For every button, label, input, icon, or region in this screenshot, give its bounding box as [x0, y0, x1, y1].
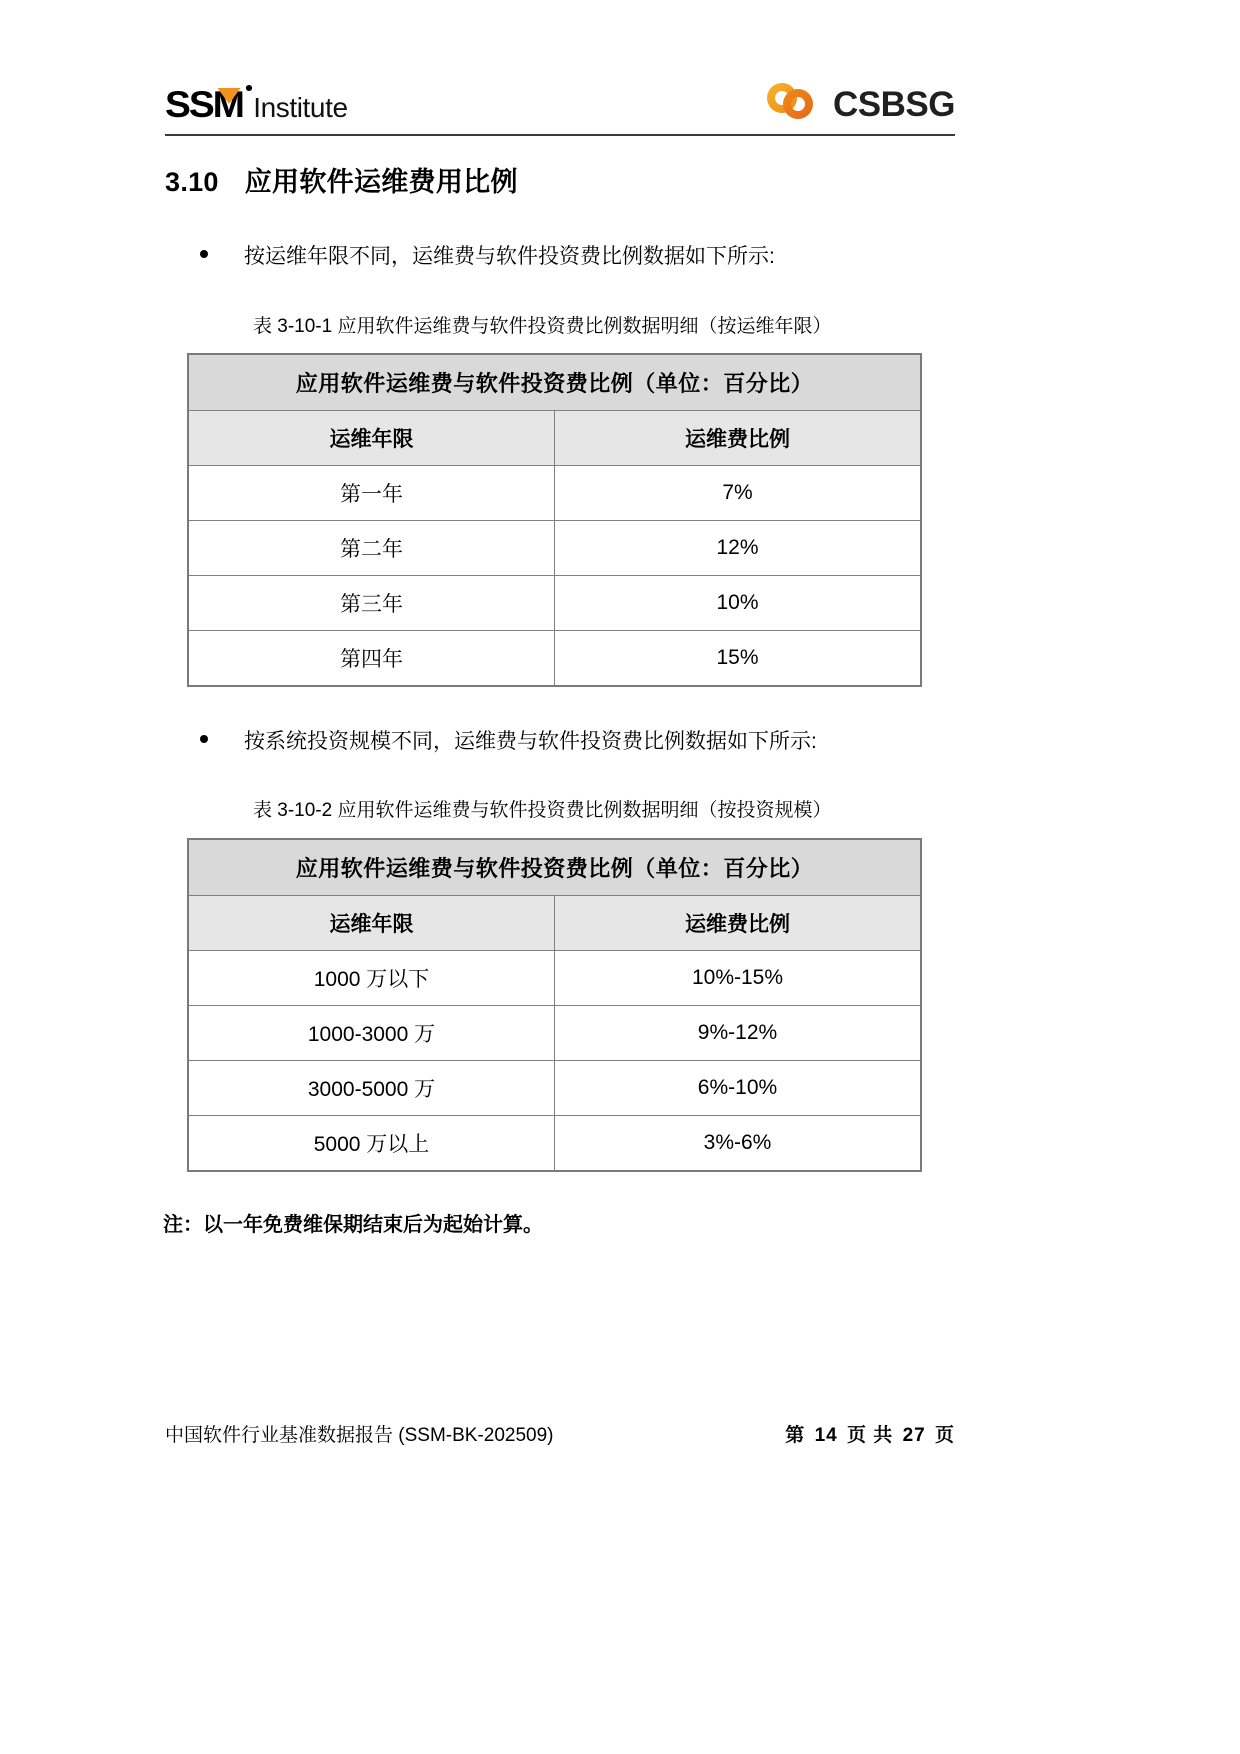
table-row [188, 1116, 921, 1172]
cell-ratio: 3%-6% [555, 1116, 922, 1172]
table-row [188, 1006, 921, 1061]
page-title [165, 160, 518, 199]
bullet-dot-icon [200, 250, 208, 258]
cell-ratio: 12% [555, 521, 922, 576]
column-header-term: 运维年限 [188, 411, 555, 466]
table-row [188, 466, 921, 521]
cell-term: 第四年 [188, 631, 555, 687]
cell-ratio: 10% [555, 576, 922, 631]
table-row [188, 951, 921, 1006]
bullet-dot-icon [200, 735, 208, 743]
page-header [165, 72, 955, 134]
ratio-table-by-investment-scale [187, 838, 922, 1172]
cell-term: 第三年 [188, 576, 555, 631]
footnote-text: 注：以一年免费维保期结束后为起始计算。 [163, 1214, 543, 1236]
cell-term: 第二年 [188, 521, 555, 576]
ssm-logo-text: SSM [165, 84, 243, 125]
table-caption-2: 表 3-10-2 应用软件运维费与软件投资费比例数据明细（按投资规模） [253, 800, 832, 821]
footer-report-title: 中国软件行业基准数据报告 (SSM-BK-202509) [165, 1425, 554, 1446]
table-title-cell: 应用软件运维费与软件投资费比例（单位：百分比） [188, 839, 921, 896]
column-header-ratio: 运维费比例 [555, 411, 922, 466]
table-header-row [188, 411, 921, 466]
header-divider [165, 134, 955, 136]
csbsg-logo [761, 79, 955, 130]
csbsg-linked-rings-icon [761, 79, 821, 130]
bullet-item-2 [200, 725, 817, 755]
ssm-wedge-icon [218, 88, 241, 104]
table-row [188, 521, 921, 576]
table-title-row [188, 354, 921, 411]
table-title-cell: 应用软件运维费与软件投资费比例（单位：百分比） [188, 354, 921, 411]
bullet-item-1 [200, 240, 775, 270]
column-header-term: 运维年限 [188, 896, 555, 951]
footer-current-page: 14 [814, 1425, 838, 1446]
ssm-logo-icon [165, 86, 243, 123]
bullet-text-2: 按系统投资规模不同，运维费与软件投资费比例数据如下所示: [244, 730, 817, 753]
table-header-row [188, 896, 921, 951]
cell-term: 第一年 [188, 466, 555, 521]
ratio-table-by-year [187, 353, 922, 687]
table-caption-1: 表 3-10-1 应用软件运维费与软件投资费比例数据明细（按运维年限） [253, 316, 832, 337]
column-header-ratio: 运维费比例 [555, 896, 922, 951]
section-number: 3.10 [165, 167, 219, 197]
csbsg-wordmark: CSBSG [833, 84, 955, 124]
footer-total-pages: 27 [902, 1425, 926, 1446]
footer-page-prefix: 第 [785, 1425, 806, 1446]
cell-term: 1000-3000 万 [188, 1006, 555, 1061]
table-row [188, 1061, 921, 1116]
table-row [188, 631, 921, 687]
table-title-row [188, 839, 921, 896]
section-title: 应用软件运维费用比例 [244, 167, 518, 197]
ssm-institute-word: Institute [253, 92, 348, 123]
footer-page-suffix: 页 [934, 1425, 955, 1446]
bullet-text-1: 按运维年限不同，运维费与软件投资费比例数据如下所示: [244, 245, 775, 268]
cell-ratio: 10%-15% [555, 951, 922, 1006]
cell-ratio: 9%-12% [555, 1006, 922, 1061]
footer-page-middle: 页 共 [847, 1425, 894, 1446]
page-footer [165, 1420, 955, 1447]
ssm-institute-logo [165, 86, 348, 134]
cell-ratio: 7% [555, 466, 922, 521]
cell-term: 5000 万以上 [188, 1116, 555, 1172]
cell-term: 3000-5000 万 [188, 1061, 555, 1116]
footer-page-indicator [785, 1420, 955, 1447]
table-row [188, 576, 921, 631]
cell-term: 1000 万以下 [188, 951, 555, 1006]
cell-ratio: 15% [555, 631, 922, 687]
ssm-dot-icon [246, 85, 252, 91]
cell-ratio: 6%-10% [555, 1061, 922, 1116]
